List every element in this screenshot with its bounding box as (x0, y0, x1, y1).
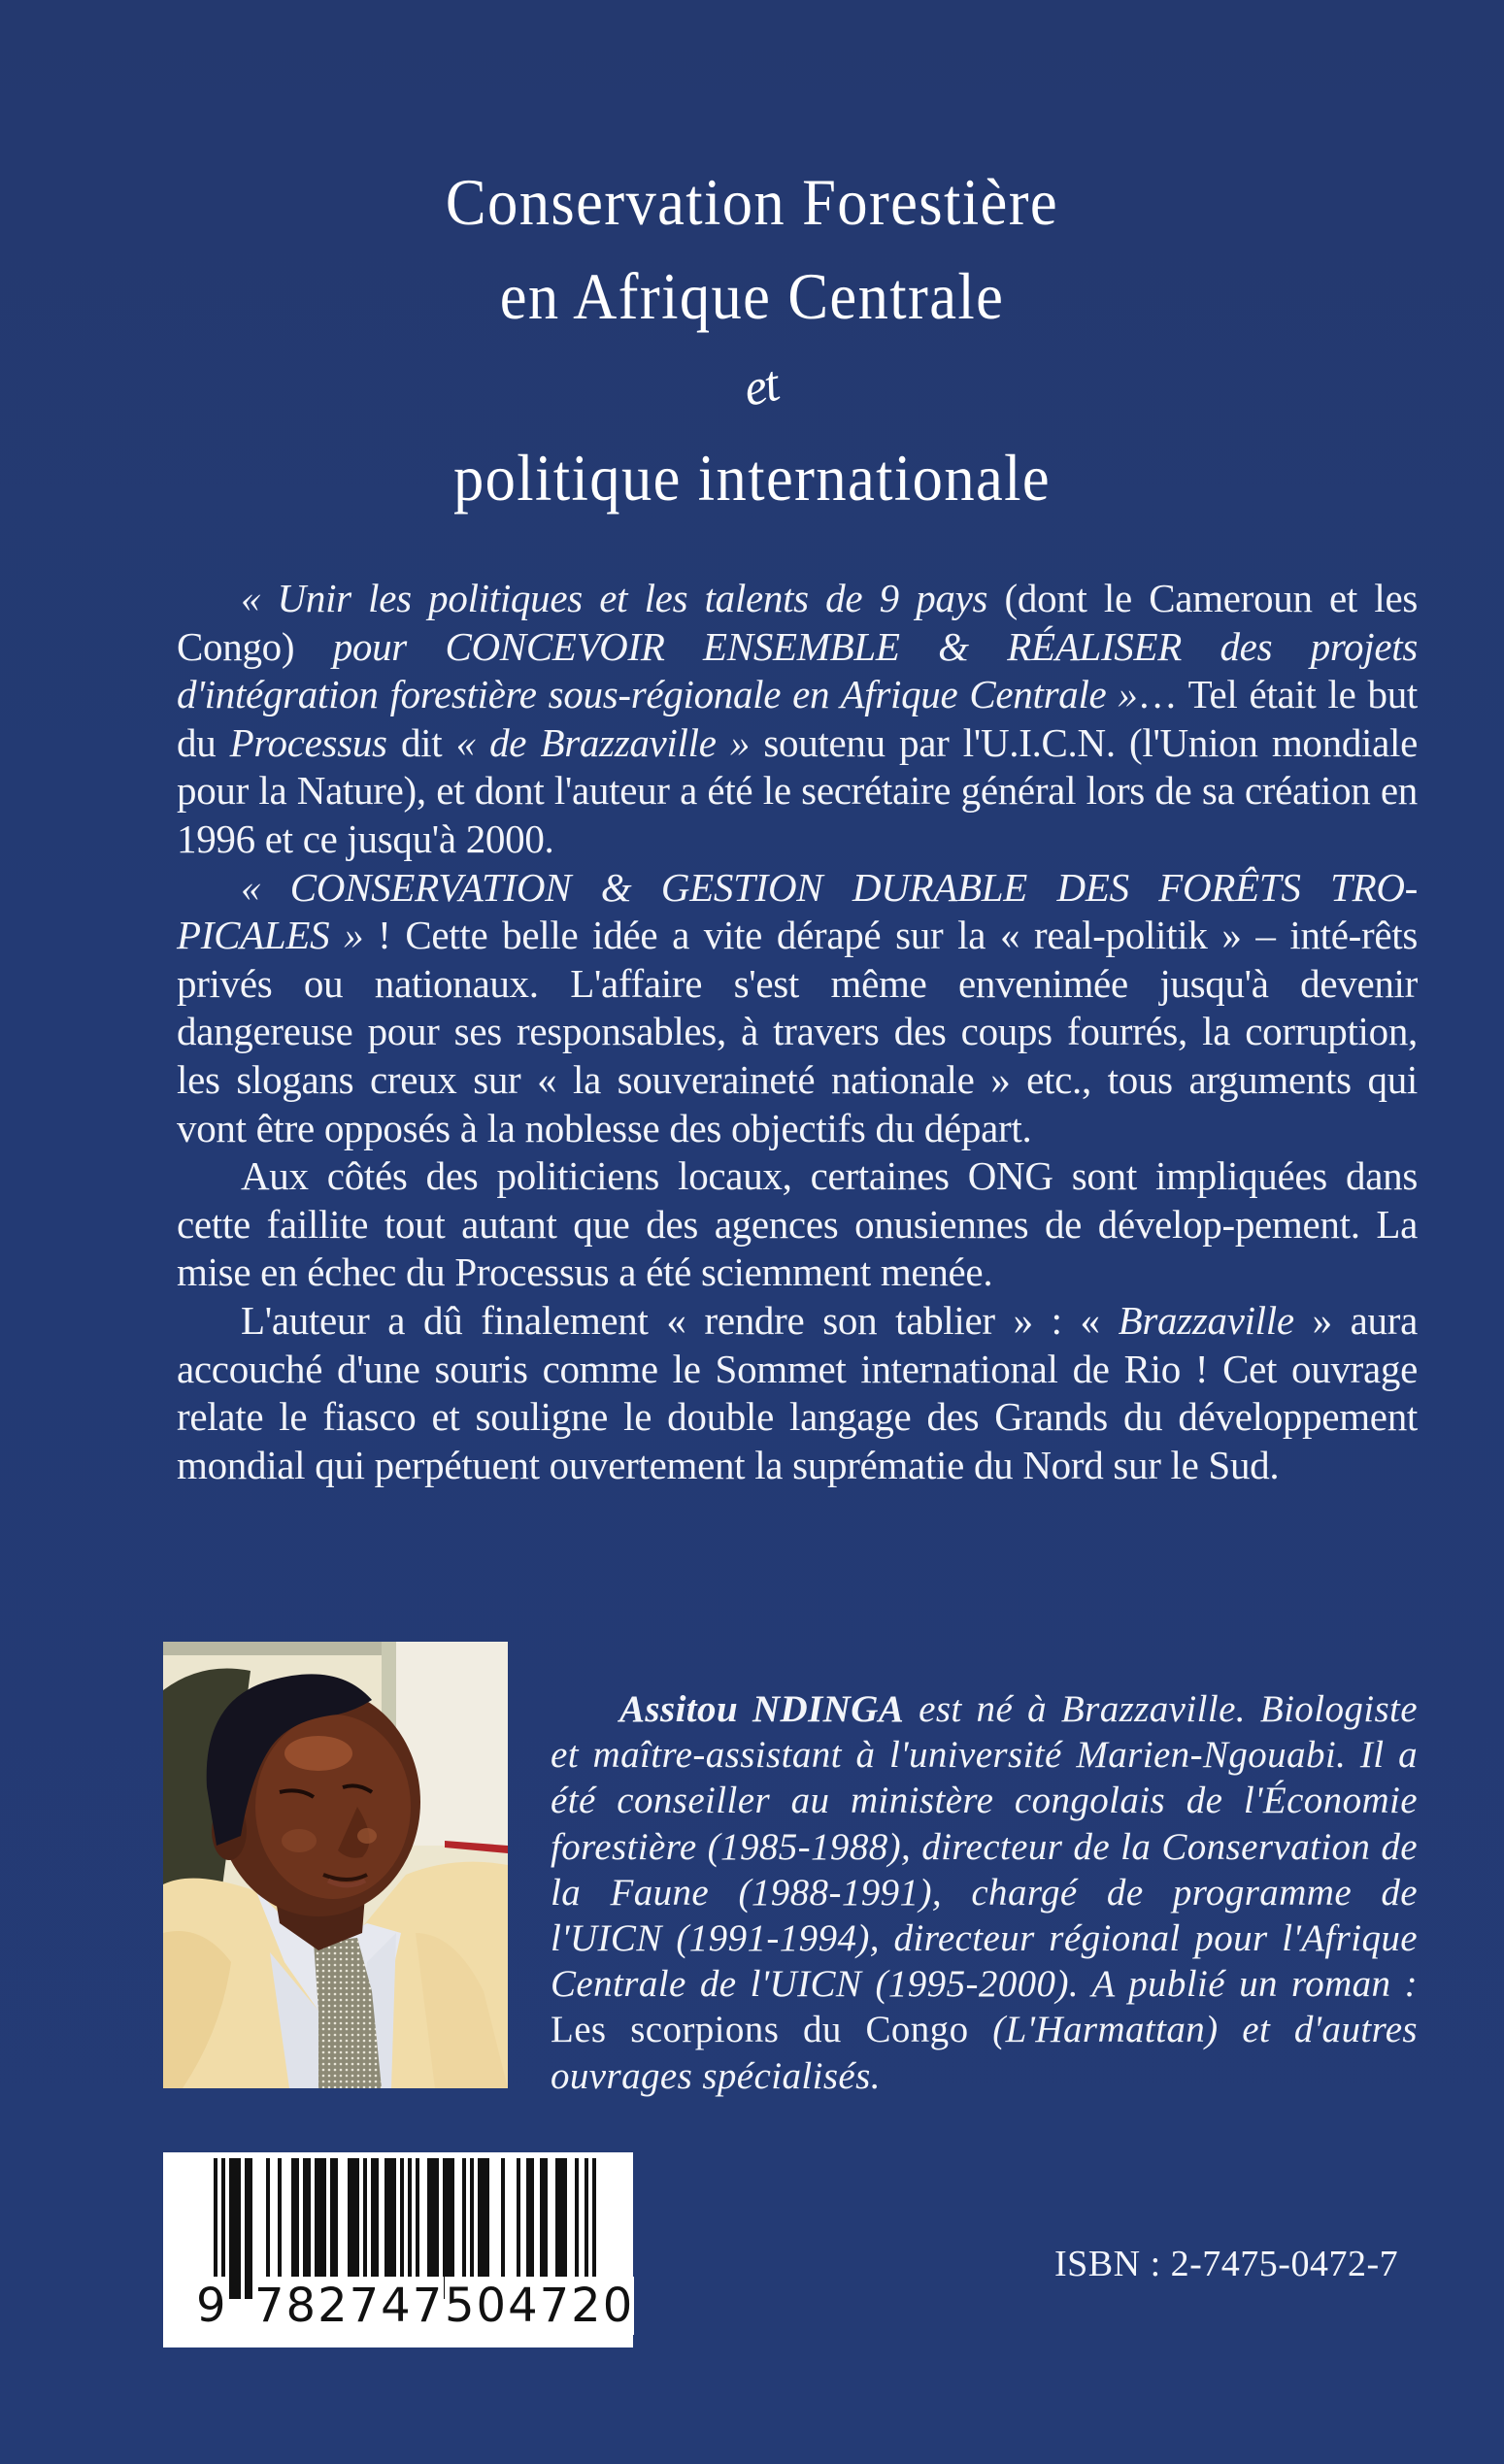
blurb-text: L'auteur a dû finalement « rendre son tablier » : « (241, 1297, 1119, 1343)
blurb-paragraph-2 (177, 864, 1418, 1153)
blurb-text: pour CONCEVOIR ENSEMBLE & RÉALISER des projets d'intégration forestière sous-régionale en Afrique Centrale » (177, 623, 1418, 717)
barcode-digit-group-3: 504720 (445, 2279, 635, 2333)
blurb-text: « CONSERVATION & GESTION DURABLE DES FORÊTS TRO-PICALES » (177, 864, 1418, 958)
blurb-paragraph-4 (177, 1297, 1418, 1489)
book-title (0, 155, 1504, 525)
title-connector: et (739, 356, 783, 417)
blurb-text: Aux côtés des politiciens locaux, certaines ONG sont impliquées dans cette faillite tout autant que des agences onusiennes de dévelop-pement. La mise en échec du Processus a été sciemment menée. (177, 1153, 1418, 1295)
author-bio-text: est né à Brazzaville. Biologiste et maître-assistant à l'université Marien-Ngouabi. Il a été conseiller au ministère congolais de l'Économie forestière (1985-1988), directeur de la Conservation de la Faune (1988-1991), chargé de programme de l'UICN (1991-1994), directeur régional pour l'Afrique Centrale de l'UICN (1995-2000). A publié un roman : (551, 1688, 1418, 2006)
blurb-text: « Unir les politiques et les talents de 9 pays (241, 576, 988, 620)
blurb-text: (dont le Cameroun et les Congo) (177, 576, 1418, 669)
title-line-3: politique internationale (452, 441, 1052, 515)
portrait-illustration (163, 1642, 508, 2088)
author-name: Assitou NDINGA (619, 1688, 905, 1730)
barcode-digit-group-1: 9 (196, 2279, 226, 2333)
author-bio-text: (L'Harmattan) et d'autres ouvrages spécialisés. (551, 2009, 1418, 2097)
barcode-digit-group-2: 782747 (254, 2279, 445, 2333)
author-photo (163, 1642, 508, 2088)
title-line-2: en Afrique Centrale (499, 259, 1005, 333)
blurb-text: Processus (229, 719, 387, 765)
blurb-paragraph-3 (177, 1152, 1418, 1297)
author-bio-paragraph (551, 1686, 1418, 2099)
blurb-text: Brazzaville (1118, 1297, 1294, 1343)
novel-title: Les scorpions du Congo (551, 2009, 969, 2051)
blurb-paragraph-1 (177, 575, 1418, 864)
blurb (177, 575, 1418, 1489)
blurb-text: » aura accouché d'une souris comme le Sommet international de Rio ! Cet ouvrage relate le fiasco et souligne le double langage des Grands du développement mondial qui perpétuent ouvertement la suprématie du Nord sur le Sud. (177, 1297, 1418, 1487)
blurb-text: ! Cette belle idée a vite dérapé sur la « real-politik » – inté-rêts privés ou nationaux. L'affaire s'est même envenimée jusqu'à devenir dangereuse pour ses responsables, à travers des coups fourrés, la corruption, les slogans creux sur « la souveraineté nationale » etc., tous arguments qui vont être opposés à la noblesse des objectifs du départ. (177, 913, 1418, 1150)
blurb-text: dit (386, 719, 456, 765)
isbn-label: ISBN : 2-7475-0472-7 (1054, 2244, 1399, 2284)
author-bio (551, 1686, 1418, 2099)
title-line-1: Conservation Forestière (445, 165, 1059, 239)
blurb-text: « de Brazzaville » (455, 719, 751, 765)
blurb-text: … Tel était le but du (177, 672, 1418, 765)
barcode-number (179, 2277, 635, 2335)
blurb-text: soutenu par l'U.I.C.N. (l'Union mondiale pour la Nature), et dont l'auteur a été le secrétaire général lors de sa création en 1996 et ce jusqu'à 2000. (177, 719, 1418, 861)
barcode (163, 2152, 633, 2347)
